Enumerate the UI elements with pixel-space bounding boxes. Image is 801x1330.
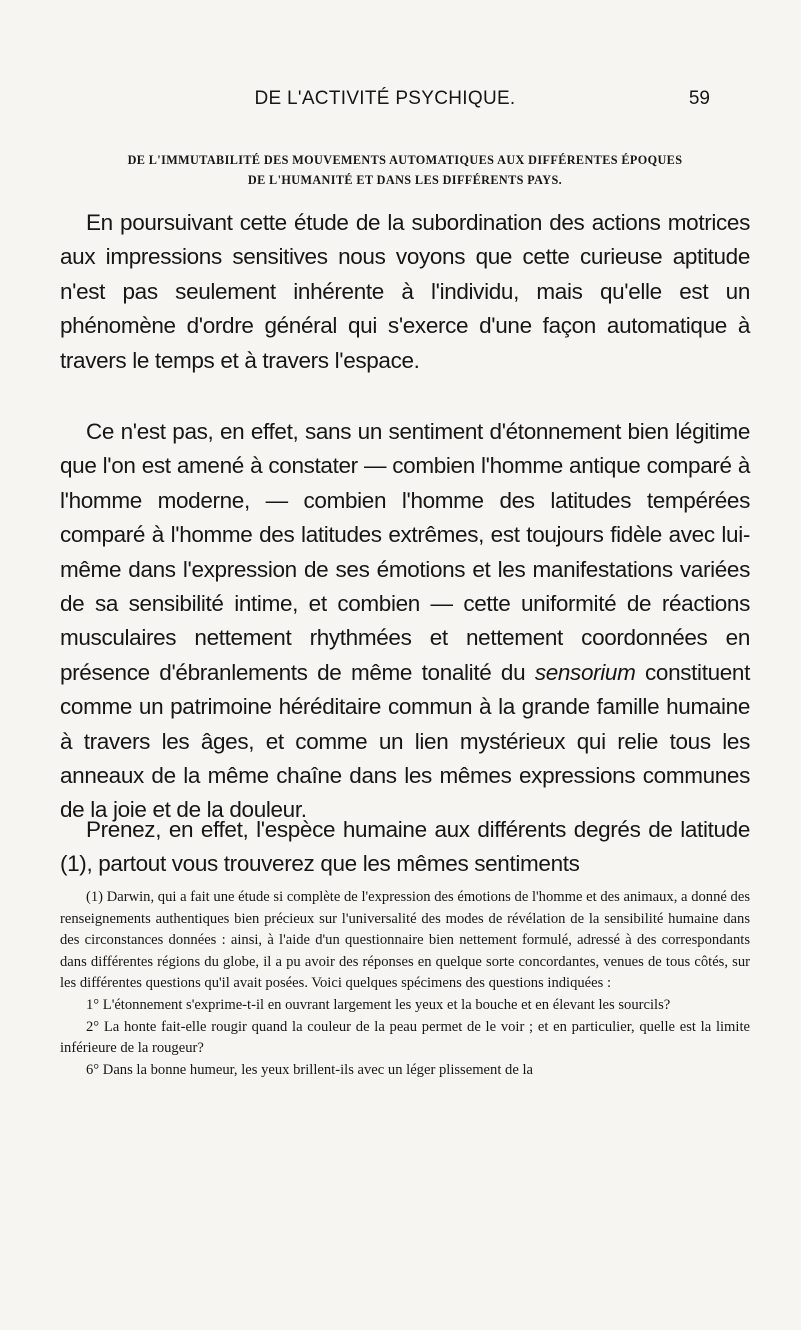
footnote-question-1: 1° L'étonnement s'exprime-t-il en ouvrant largement les yeux et la bouche et en élevant les sourcils? — [86, 996, 671, 1013]
paragraph-2-part-a: Ce n'est pas, en effet, sans un sentiment d'étonnement bien légitime que l'on est amené à constater — combien l'homme antique comparé à l'homme moderne, — combien l'homme des latitudes tempérées comparé à l'homme des latitudes extrêmes, est toujours fidèle avec lui-même dans l'expression de ses émotions et les manifestations variées de sa sensibilité intime, et combien — cette uniformité de réactions musculaires nettement rhythmées et nettement coordonnées en présence d'ébranlements de même tonalité du — [60, 419, 750, 685]
paragraph-1-text: En poursuivant cette étude de la subordination des actions motrices aux impressions sensitives nous voyons que cette curieuse aptitude n'est pas seulement inhérente à l'individu, mais qu'elle est un phénomène d'ordre général qui s'exerce d'une façon automatique à travers le temps et à travers l'espace. — [60, 210, 750, 373]
sensorium-term: sensorium — [534, 659, 636, 685]
paragraph-2-part-b: constituent comme un patrimoine héréditaire commun à la grande famille humaine à travers les âges, et comme un lien mystérieux qui relie tous les anneaux de la même chaîne dans les mêmes expressions communes de la joie et de la douleur. — [60, 659, 751, 823]
section-heading-line-1: DE L'IMMUTABILITÉ DES MOUVEMENTS AUTOMATIQUES AUX DIFFÉRENTES ÉPOQUES — [127, 153, 683, 167]
section-heading-line-2: DE L'HUMANITÉ ET DANS LES DIFFÉRENTS PAYS. — [247, 173, 563, 187]
footnote-1: (1) Darwin, qui a fait une étude si complète de l'expression des émotions de l'homme et des animaux, a donné des renseignements authentiques bien précieux sur l'universalité des modes de révélation de la sensibilité humaine dans des circonstances données : ainsi, à l'aide d'un questionnaire bien nettement formulé, adressé à des correspondants dans différentes régions du globe, il a pu avoir des réponses en quelque sorte concordantes, venues de tous côtés, sur les différentes questions qu'il avait posées. Voici quelques spécimens des questions indiquées : — [60, 889, 750, 992]
page-number: 59 — [688, 88, 710, 109]
running-title: DE L'ACTIVITÉ PSYCHIQUE. — [254, 88, 516, 109]
running-header — [60, 88, 710, 112]
footnote-question-2: 2° La honte fait-elle rougir quand la couleur de la peau permet de le voir ; et en particulier, quelle est la limite inférieure de la rougeur? — [60, 1018, 750, 1057]
paragraph-2-text — [60, 415, 750, 828]
section-heading — [60, 150, 750, 190]
body-paragraph-3 — [60, 813, 750, 882]
body-paragraph-1 — [60, 206, 750, 378]
footnotes — [60, 885, 750, 1081]
paragraph-3-text: Prenez, en effet, l'espèce humaine aux différents degrés de latitude (1), partout vous trouverez que les mêmes sentiments — [60, 817, 750, 877]
body-paragraph-2 — [60, 415, 750, 828]
footnote-question-6: 6° Dans la bonne humeur, les yeux brillent-ils avec un léger plissement de la — [86, 1061, 533, 1078]
